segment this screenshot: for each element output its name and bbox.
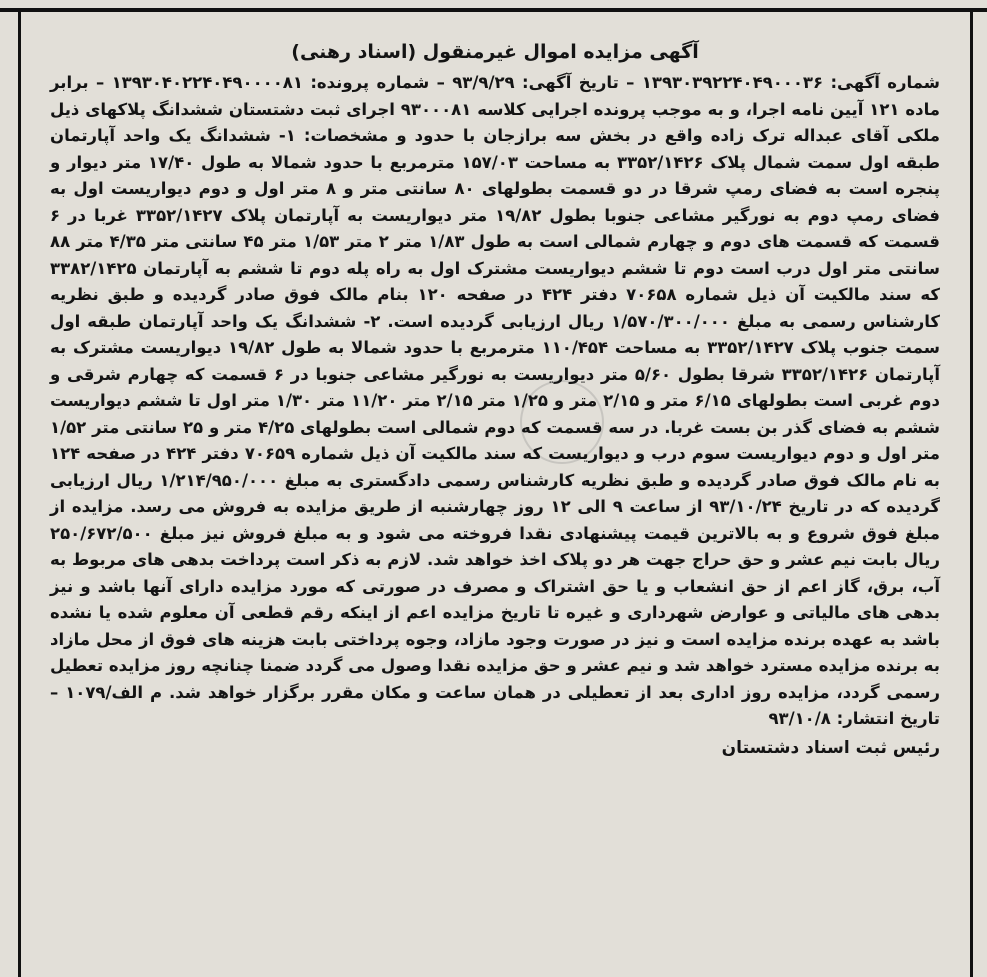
right-column-rule	[970, 12, 973, 977]
top-border-rule	[0, 8, 987, 12]
left-column-rule	[18, 12, 21, 977]
auction-notice	[50, 40, 940, 761]
notice-title: آگهی مزایده اموال غیرمنقول (اسناد رهنی)	[291, 41, 699, 63]
notice-body: شماره آگهی: ۱۳۹۳۰۳۹۲۲۴۰۴۹۰۰۰۳۶ – تاریخ آگهی: ۹۳/۹/۲۹ – شماره پرونده: ۱۳۹۳۰۴۰۲۲۴۰۴۹۰۰۰۰۸۱ – برابر ماده ۱۲۱ آیین نامه اجرا، و به موجب پرونده اجرایی کلاسه ۹۳۰۰۰۸۱ اجرای ثبت دشتستان ششدانگ پلاکهای ذیل ملکی آقای عبداله ترک زاده واقع در بخش سه برازجان با حدود و مشخصات: ۱- ششدانگ یک واحد آپارتمان طبقه اول سمت شمال پلاک ۳۳۵۲/۱۴۲۶ به مساحت ۱۵۷/۰۳ مترمربع با حدود شمالا به طول ۱۷/۴۰ متر دیوار و پنجره است به فضای رمپ شرقا در دو قسمت بطولهای ۸۰ سانتی متر و ۸ متر اول و دوم دیواریست اول به فضای رمپ دوم به نورگیر مشاعی جنوبا بطول ۱۹/۸۲ متر دیواریست به آپارتمان پلاک ۳۳۵۲/۱۴۲۷ غربا در ۶ قسمت که قسمت های دوم و چهارم شمالی است به طول ۱/۸۳ متر ۲ متر ۱/۵۳ متر ۴۵ سانتی متر ۴/۳۵ متر ۸۸ سانتی متر اول درب است دوم تا ششم دیواریست مشترک اول به راه پله دوم تا ششم به آپارتمان ۳۳۸۲/۱۴۲۵ که سند مالکیت آن ذیل شماره ۷۰۶۵۸ دفتر ۴۲۴ در صفحه ۱۲۰ بنام مالک فوق صادر گردیده و طبق نظریه کارشناس رسمی به مبلغ ۱/۵۷۰/۳۰۰/۰۰۰ ریال ارزیابی گردیده است. ۲- ششدانگ یک واحد آپارتمان طبقه اول سمت جنوب پلاک ۳۳۵۲/۱۴۲۷ به مساحت ۱۱۰/۴۵۴ مترمربع با حدود شمالا به طول ۱۹/۸۲ دیواریست مشترک به آپارتمان ۳۳۵۲/۱۴۲۶ شرقا بطول ۵/۶۰ متر دیواریست به نورگیر مشاعی جنوبا در ۶ قسمت که چهارم شرقی و دوم غربی است بطولهای ۶/۱۵ متر و ۲/۱۵ متر و ۱/۲۵ متر ۲/۱۵ متر ۱۱/۲۰ متر ۱/۳۰ متر اول تا ششم دیواریست ششم به فضای گذر بن بست غربا. در سه قسمت که دوم شمالی است بطولهای ۴/۲۵ متر و ۲۵ سانتی متر ۱/۵۲ متر اول و دوم دیواریست سوم درب و دیواریست که سند مالکیت آن ذیل شماره ۷۰۶۵۹ دفتر ۴۲۴ در صفحه ۱۲۴ به نام مالک فوق صادر گردیده و طبق نظریه کارشناس رسمی دادگستری به مبلغ ۱/۲۱۴/۹۵۰/۰۰۰ ریال ارزیابی گردیده که در تاریخ ۹۳/۱۰/۲۴ از ساعت ۹ الی ۱۲ روز چهارشنبه از طریق مزایده به فروش می رسد. مزایده از مبلغ فوق شروع و به بالاترین قیمت پیشنهادی نقدا فروخته می شود و به مبلغ فروش نیز مبلغ ۲۵۰/۶۷۲/۵۰۰ ریال بابت نیم عشر و حق حراج جهت هر دو پلاک اخذ خواهد شد. لازم به ذکر است پرداخت بدهی های مربوط به آب، برق، گاز اعم از حق انشعاب و یا حق اشتراک و مصرف در صورتی که مورد مزایده دارای آنها باشد و نیز بدهی های مالیاتی و عوارض شهرداری و غیره تا تاریخ مزایده اعم از اینکه رقم قطعی آن معلوم شده یا نشده باشد به عهده برنده مزایده است و نیز در صورت وجود مازاد، وجوه پرداختی بابت هزینه های فوق از محل مازاد به برنده مزایده مسترد خواهد شد و نیم عشر و حق مزایده نقدا وصول می گردد ضمنا چنانچه روز مزایده تعطیل رسمی گردد، مزایده روز اداری بعد از تعطیلی در همان ساعت و مکان مقرر برگزار خواهد شد. م الف/۱۰۷۹ – تاریخ انتشار: ۹۳/۱۰/۸	[50, 73, 941, 728]
notice-signature: رئیس ثبت اسناد دشتستان	[721, 737, 940, 758]
